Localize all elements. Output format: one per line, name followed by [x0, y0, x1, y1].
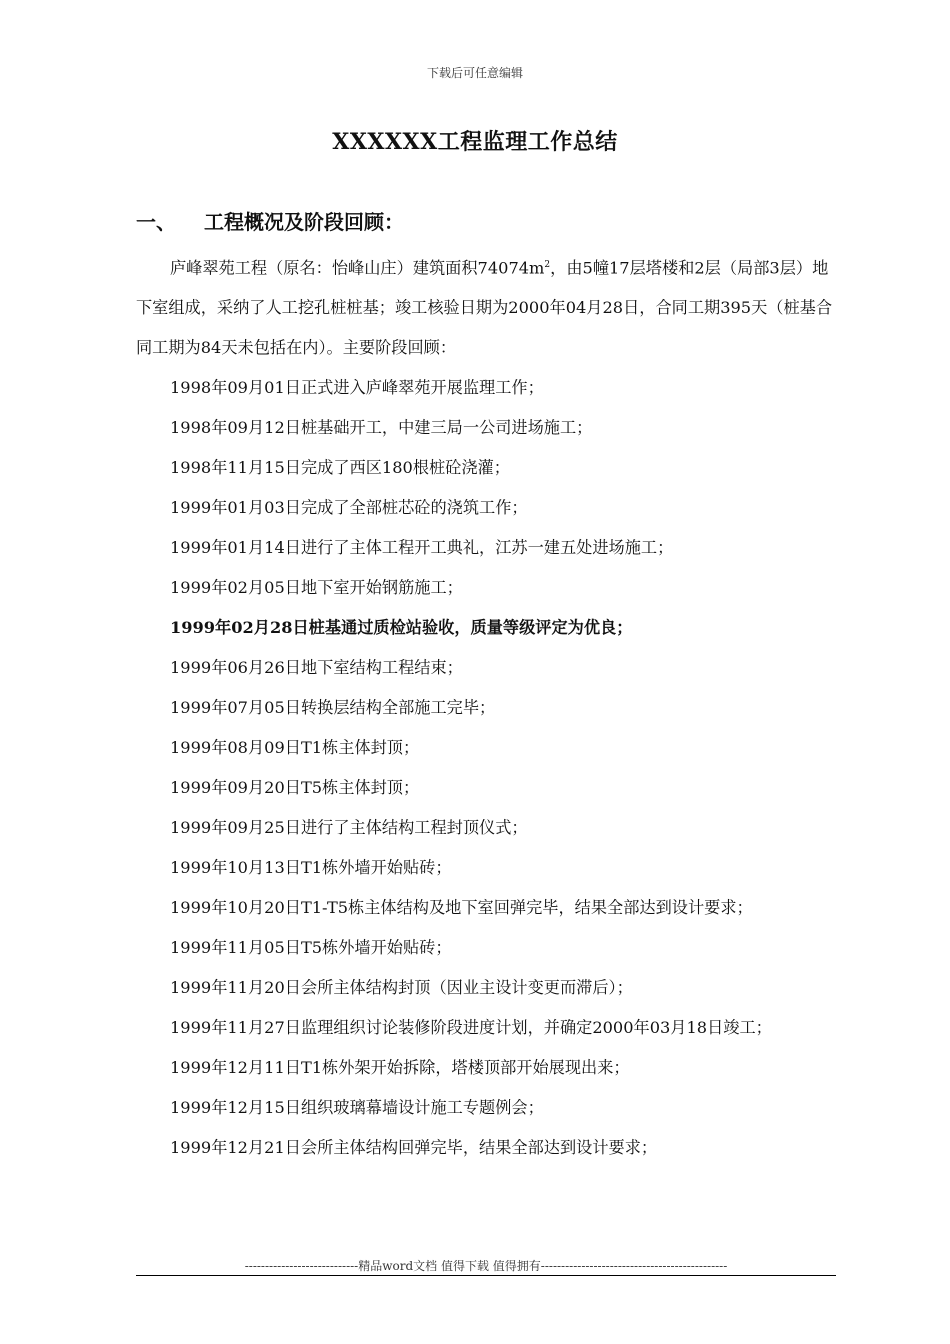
event-item: 1999年01月14日进行了主体工程开工典礼，江苏一建五处进场施工； [170, 538, 674, 558]
event-item: 1999年09月20日T5栋主体封顶； [170, 778, 420, 798]
event-item: 1999年08月09日T1栋主体封顶； [170, 738, 420, 758]
event-item: 1998年11月15日完成了西区180根桩砼浇灌； [170, 458, 510, 478]
intro-text-b: ，由5幢17层塔楼和2层（局部3层）地下室组成，采纳了人工挖孔桩桩基；竣工核验日期为2000年04月28日，合同工期395天（桩基合同工期为84天未包括在内）。主要阶段回顾： [136, 258, 833, 358]
intro-text-a: 庐峰翠苑工程（原名：怡峰山庄）建筑面积74074m [170, 258, 545, 278]
event-item: 1999年07月05日转换层结构全部施工完毕； [170, 698, 496, 718]
event-item: 1999年12月11日T1栋外架开始拆除，塔楼顶部开始展现出来； [170, 1058, 630, 1078]
event-item: 1998年09月01日正式进入庐峰翠苑开展监理工作； [170, 378, 544, 398]
document-body [136, 245, 836, 1168]
page-footer: ----------------------------精品word文档 值得下载 值得拥有---------------------------------------------- [244, 1259, 728, 1273]
section-number: 一、 [136, 210, 176, 234]
event-item-highlight: 1999年02月28日桩基通过质检站验收，质量等级评定为优良； [170, 618, 633, 638]
event-item: 1999年02月05日地下室开始钢筋施工； [170, 578, 463, 598]
event-item: 1999年11月27日监理组织讨论装修阶段进度计划，并确定2000年03月18日竣工； [170, 1018, 772, 1038]
document-title: XXXXXX工程监理工作总结 [332, 129, 618, 155]
event-item: 1999年01月03日完成了全部桩芯砼的浇筑工作； [170, 498, 528, 518]
section-title: 工程概况及阶段回顾： [204, 210, 404, 234]
page-header: 下载后可任意编辑 [426, 66, 523, 80]
event-item: 1999年12月15日组织玻璃幕墙设计施工专题例会； [170, 1098, 544, 1118]
event-item: 1999年09月25日进行了主体结构工程封顶仪式； [170, 818, 528, 838]
section-heading [136, 206, 404, 235]
event-item: 1999年10月20日T1-T5栋主体结构及地下室回弹完毕，结果全部达到设计要求； [170, 898, 753, 918]
event-item: 1999年12月21日会所主体结构回弹完毕，结果全部达到设计要求； [170, 1138, 658, 1158]
intro-paragraph [136, 245, 836, 368]
event-item: 1999年11月05日T5栋外墙开始贴砖； [170, 938, 452, 958]
event-item: 1999年06月26日地下室结构工程结束； [170, 658, 463, 678]
event-item: 1999年11月20日会所主体结构封顶（因业主设计变更而滞后）； [170, 978, 633, 998]
event-item: 1999年10月13日T1栋外墙开始贴砖； [170, 858, 452, 878]
area-unit-superscript: 2 [544, 260, 551, 270]
footer-rule [136, 1275, 836, 1276]
event-item: 1998年09月12日桩基础开工，中建三局一公司进场施工； [170, 418, 593, 438]
